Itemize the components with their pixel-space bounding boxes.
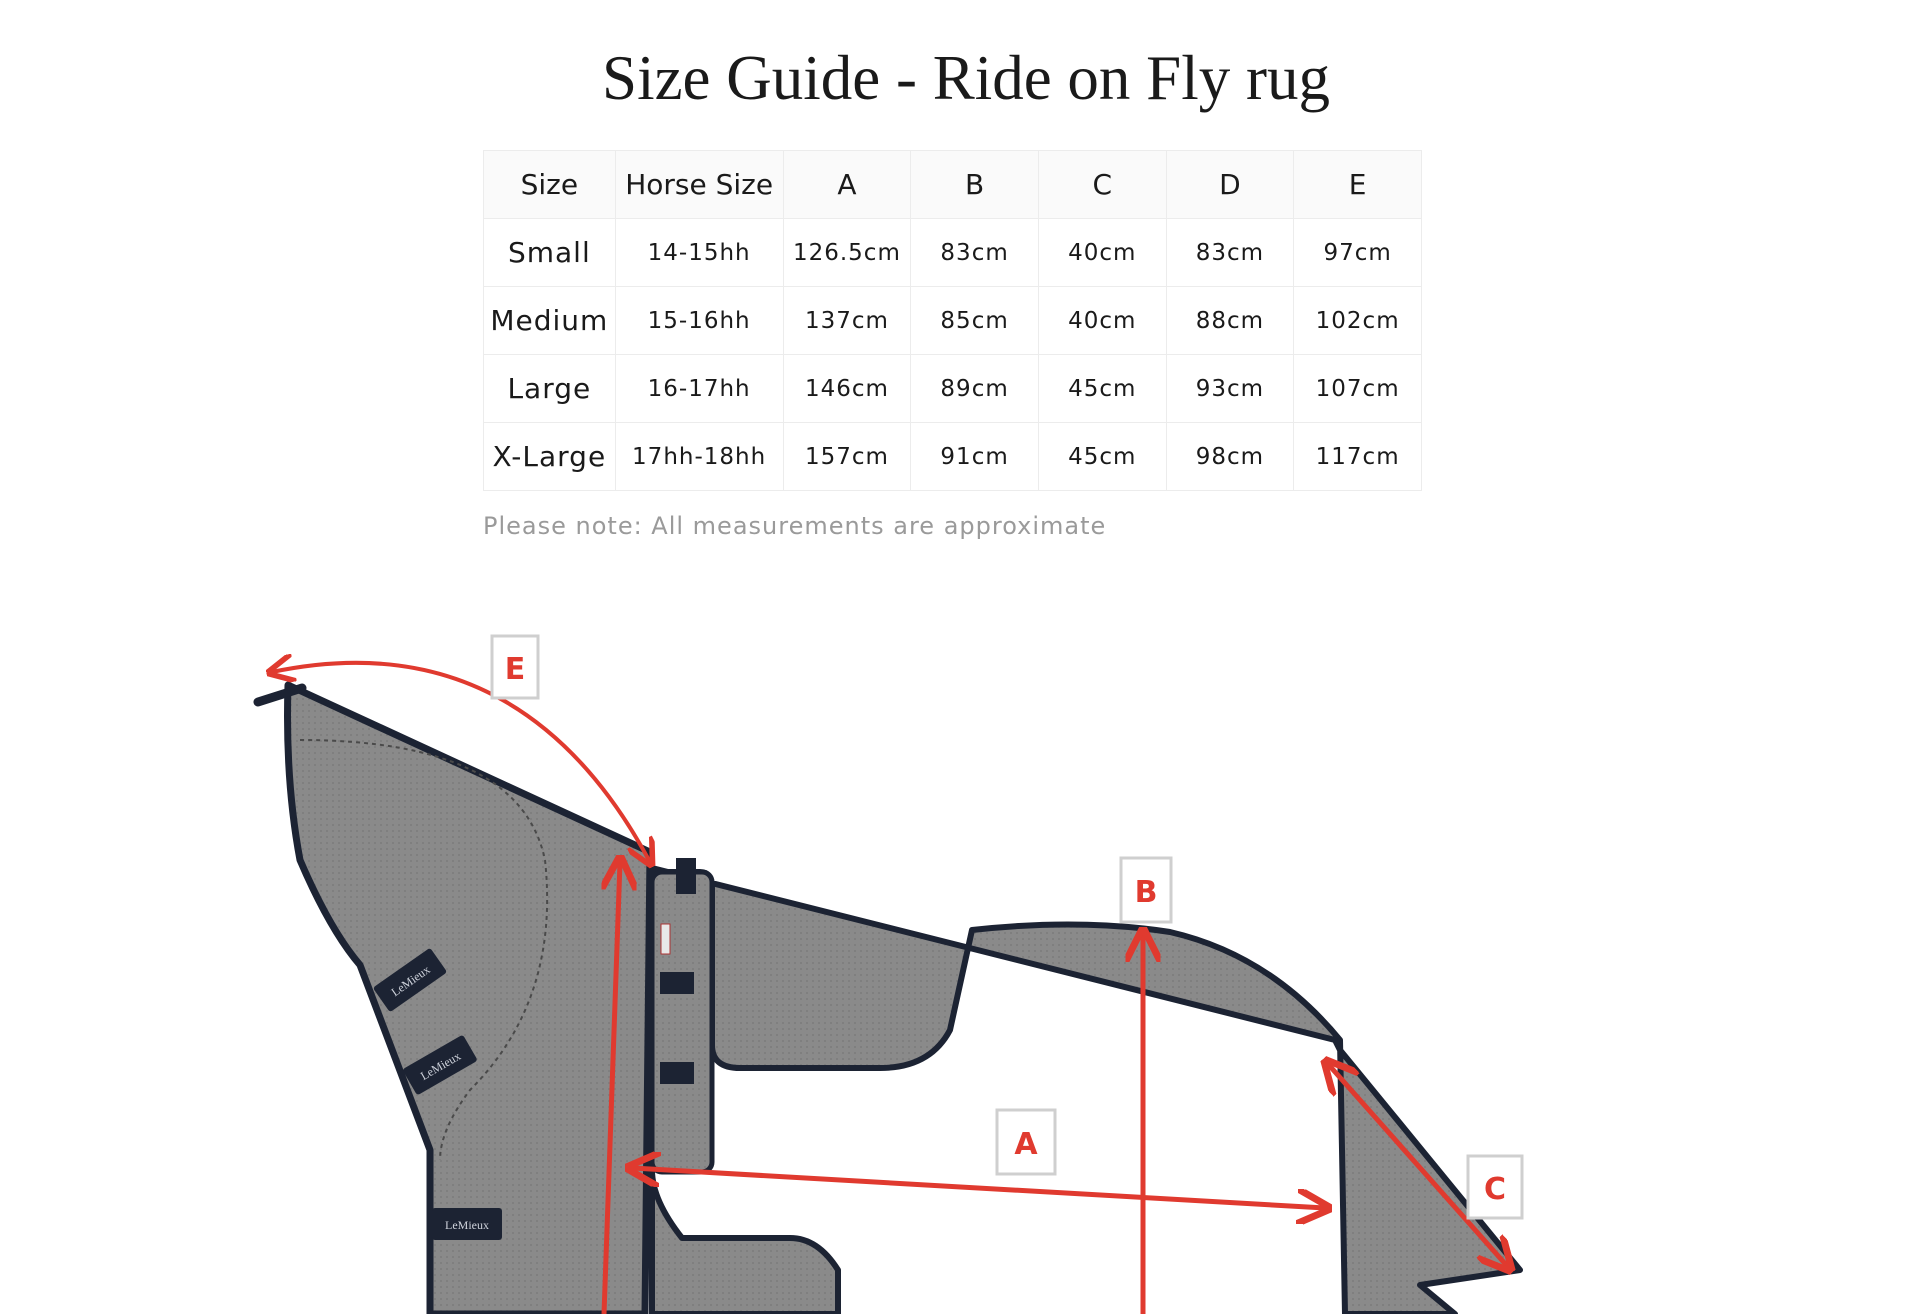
label-e: E <box>504 652 526 687</box>
chest-buckle-icon <box>660 1062 694 1084</box>
table-row <box>484 287 1422 355</box>
cell-c: 40cm <box>1038 287 1166 355</box>
header-e: E <box>1294 151 1422 219</box>
measurement-note: Please note: All measurements are approximate <box>483 512 1107 540</box>
cell-b: 83cm <box>911 219 1039 287</box>
cell-e: 102cm <box>1294 287 1422 355</box>
cell-b: 91cm <box>911 423 1039 491</box>
chest-buckle-icon <box>676 858 696 894</box>
header-b: B <box>911 151 1039 219</box>
cell-size: Small <box>484 219 616 287</box>
cell-a: 157cm <box>783 423 911 491</box>
header-d: D <box>1166 151 1294 219</box>
cell-d: 93cm <box>1166 355 1294 423</box>
label-box-b <box>1121 858 1171 922</box>
cell-e: 117cm <box>1294 423 1422 491</box>
rug-body-shape <box>652 868 1520 1314</box>
table-row <box>484 355 1422 423</box>
chest-panel <box>652 872 712 1172</box>
cell-e: 97cm <box>1294 219 1422 287</box>
label-box-e <box>492 636 538 698</box>
cell-horse-size: 17hh-18hh <box>615 423 783 491</box>
header-a: A <box>783 151 911 219</box>
cell-d: 83cm <box>1166 219 1294 287</box>
cell-a: 137cm <box>783 287 911 355</box>
cell-horse-size: 16-17hh <box>615 355 783 423</box>
header-horse-size: Horse Size <box>615 151 783 219</box>
neck-strap <box>432 1208 502 1240</box>
label-c: C <box>1483 1172 1507 1207</box>
page-title: Size Guide - Ride on Fly rug <box>602 43 1330 113</box>
brand-tag-icon <box>661 924 670 954</box>
cell-c: 40cm <box>1038 219 1166 287</box>
label-box-c <box>1468 1156 1522 1218</box>
label-box-a <box>997 1110 1055 1174</box>
cell-d: 88cm <box>1166 287 1294 355</box>
cell-c: 45cm <box>1038 423 1166 491</box>
cell-d: 98cm <box>1166 423 1294 491</box>
measure-arrow-a <box>632 1168 1325 1208</box>
label-a: A <box>1014 1127 1038 1162</box>
strap-brand-label: LeMieux <box>445 1218 489 1232</box>
cell-a: 126.5cm <box>783 219 911 287</box>
cell-e: 107cm <box>1294 355 1422 423</box>
header-c: C <box>1038 151 1166 219</box>
header-size: Size <box>484 151 616 219</box>
cell-a: 146cm <box>783 355 911 423</box>
cell-b: 85cm <box>911 287 1039 355</box>
cell-size: Large <box>484 355 616 423</box>
cell-horse-size: 15-16hh <box>615 287 783 355</box>
cell-b: 89cm <box>911 355 1039 423</box>
rug-measurement-diagram <box>0 580 1932 1314</box>
chest-buckle-icon <box>660 972 694 994</box>
table-header-row <box>484 151 1422 219</box>
cell-c: 45cm <box>1038 355 1166 423</box>
cell-horse-size: 14-15hh <box>615 219 783 287</box>
strap-brand-label: LeMieux <box>388 962 433 1000</box>
cell-size: Medium <box>484 287 616 355</box>
table-row <box>484 219 1422 287</box>
cell-size: X-Large <box>484 423 616 491</box>
strap-brand-label: LeMieux <box>417 1048 464 1083</box>
label-b: B <box>1134 875 1158 910</box>
size-guide-table <box>483 150 1422 491</box>
table-row <box>484 423 1422 491</box>
